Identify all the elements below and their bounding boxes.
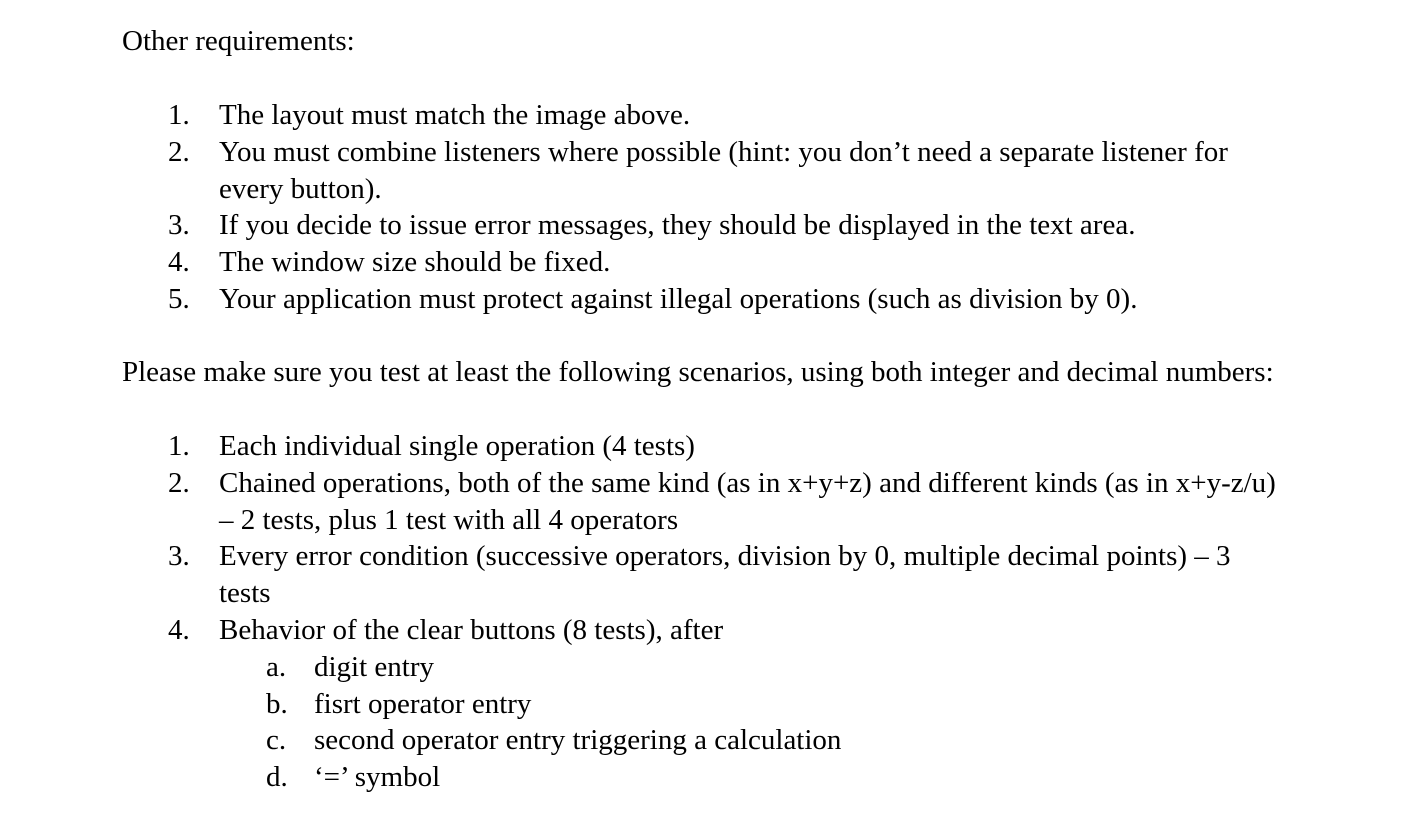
clear-cases-list <box>219 649 841 796</box>
sublist-item <box>266 722 842 759</box>
list-text: If you decide to issue error messages, they should be displayed in the text area. <box>219 209 1136 242</box>
list-item <box>0 244 1279 281</box>
list-text: Your application must protect against illegal operations (such as division by 0). <box>219 282 1138 315</box>
list-number: 4. <box>168 613 190 646</box>
list-number: 2. <box>168 135 190 168</box>
list-number: 4. <box>168 246 190 279</box>
sublist-text: second operator entry triggering a calculation <box>314 724 842 757</box>
list-number: 5. <box>168 282 190 315</box>
list-text: Each individual single operation (4 tests) <box>219 430 695 462</box>
sublist-letter: a. <box>266 650 287 683</box>
tests-list <box>0 428 1426 794</box>
requirements-list <box>0 97 1426 318</box>
sublist-text: digit entry <box>314 650 435 683</box>
list-item <box>0 538 1279 612</box>
list-text: Every error condition (successive operators, division by 0, multiple decimal points) – 3 tests <box>219 540 1231 610</box>
list-text: The window size should be fixed. <box>219 246 611 279</box>
requirements-heading: Other requirements: <box>122 25 355 57</box>
sublist-letter: c. <box>266 724 287 757</box>
list-item <box>0 134 1279 208</box>
list-text: The layout must match the image above. <box>219 99 691 131</box>
list-text: You must combine listeners where possible (hint: you don’t need a separate listener for every button). <box>219 135 1228 205</box>
sublist-item <box>266 759 841 796</box>
sublist-item <box>266 649 841 686</box>
tests-intro: Please make sure you test at least the following scenarios, using both integer and decimal numbers: <box>122 356 1274 388</box>
list-item <box>0 612 1279 794</box>
list-text: Behavior of the clear buttons (8 tests), after <box>219 613 724 646</box>
list-item <box>0 428 1279 465</box>
list-number: 3. <box>168 540 190 573</box>
sublist-letter: b. <box>266 687 288 720</box>
list-item <box>0 465 1279 539</box>
list-number: 1. <box>168 430 190 462</box>
sublist-item <box>266 686 841 723</box>
sublist-text: ‘=’ symbol <box>314 761 441 794</box>
list-item <box>0 207 1279 244</box>
list-number: 2. <box>168 466 190 499</box>
list-item <box>0 97 1279 134</box>
sublist-letter: d. <box>266 761 288 794</box>
list-number: 1. <box>168 99 190 131</box>
list-text: Chained operations, both of the same kind (as in x+y+z) and different kinds (as in x+y-z/u) – 2 tests, plus 1 test with all 4 operators <box>219 466 1276 536</box>
list-number: 3. <box>168 209 190 242</box>
list-item <box>0 281 1279 318</box>
sublist-text: fisrt operator entry <box>314 687 532 720</box>
